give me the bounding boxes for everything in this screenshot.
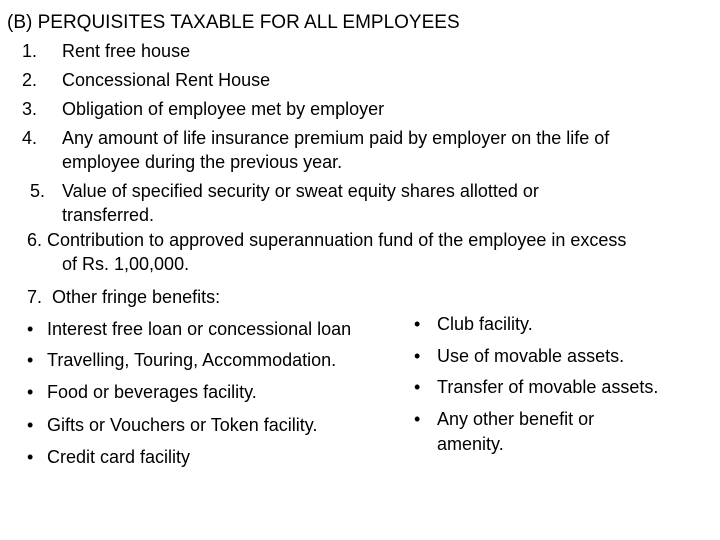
right-bullet-text: Club facility. (437, 314, 533, 334)
bullet-icon: • (27, 319, 34, 339)
item-number: 7. (27, 287, 43, 307)
bullet-icon: • (414, 346, 421, 366)
item-text: Rent free house (62, 41, 191, 61)
bullet-icon: • (414, 377, 421, 397)
left-bullet-text: Travelling, Touring, Accommodation. (47, 350, 337, 370)
item-text: Other fringe benefits: (52, 287, 221, 307)
slide-title: (B) PERQUISITES TAXABLE FOR ALL EMPLOYEES (7, 12, 460, 33)
left-bullet-text: Interest free loan or concessional loan (47, 319, 352, 339)
right-bullet-text-line1: Any other benefit or (437, 409, 595, 429)
bullet-icon: • (27, 350, 34, 370)
left-bullet-text: Credit card facility (47, 447, 191, 467)
item-number: 2. (22, 70, 38, 90)
item-number: 1. (22, 41, 38, 61)
item-number: 5. (30, 181, 46, 201)
right-bullet-text: Use of movable assets. (437, 346, 625, 366)
item-text-line2: employee during the previous year. (62, 152, 343, 172)
right-bullet-text: Transfer of movable assets. (437, 377, 659, 397)
item-text-line1: Any amount of life insurance premium paid by employer on the life of (62, 128, 610, 148)
bullet-icon: • (27, 415, 34, 435)
item-text: Obligation of employee met by employer (62, 99, 385, 119)
item-text-line2: of Rs. 1,00,000. (62, 254, 190, 274)
item-text-line2: transferred. (62, 205, 155, 225)
left-bullet-text: Food or beverages facility. (47, 382, 257, 402)
item-number: 6. (27, 230, 43, 250)
item-text: Concessional Rent House (62, 70, 271, 90)
bullet-icon: • (27, 447, 34, 467)
bullet-icon: • (414, 409, 421, 429)
item-text-line1: Value of specified security or sweat equity shares allotted or (62, 181, 539, 201)
bullet-icon: • (27, 382, 34, 402)
bullet-icon: • (414, 314, 421, 334)
item-text-line1: Contribution to approved superannuation fund of the employee in excess (47, 230, 627, 250)
item-number: 4. (22, 128, 38, 148)
item-number: 3. (22, 99, 38, 119)
right-bullet-text-line2: amenity. (437, 434, 504, 454)
left-bullet-text: Gifts or Vouchers or Token facility. (47, 415, 318, 435)
